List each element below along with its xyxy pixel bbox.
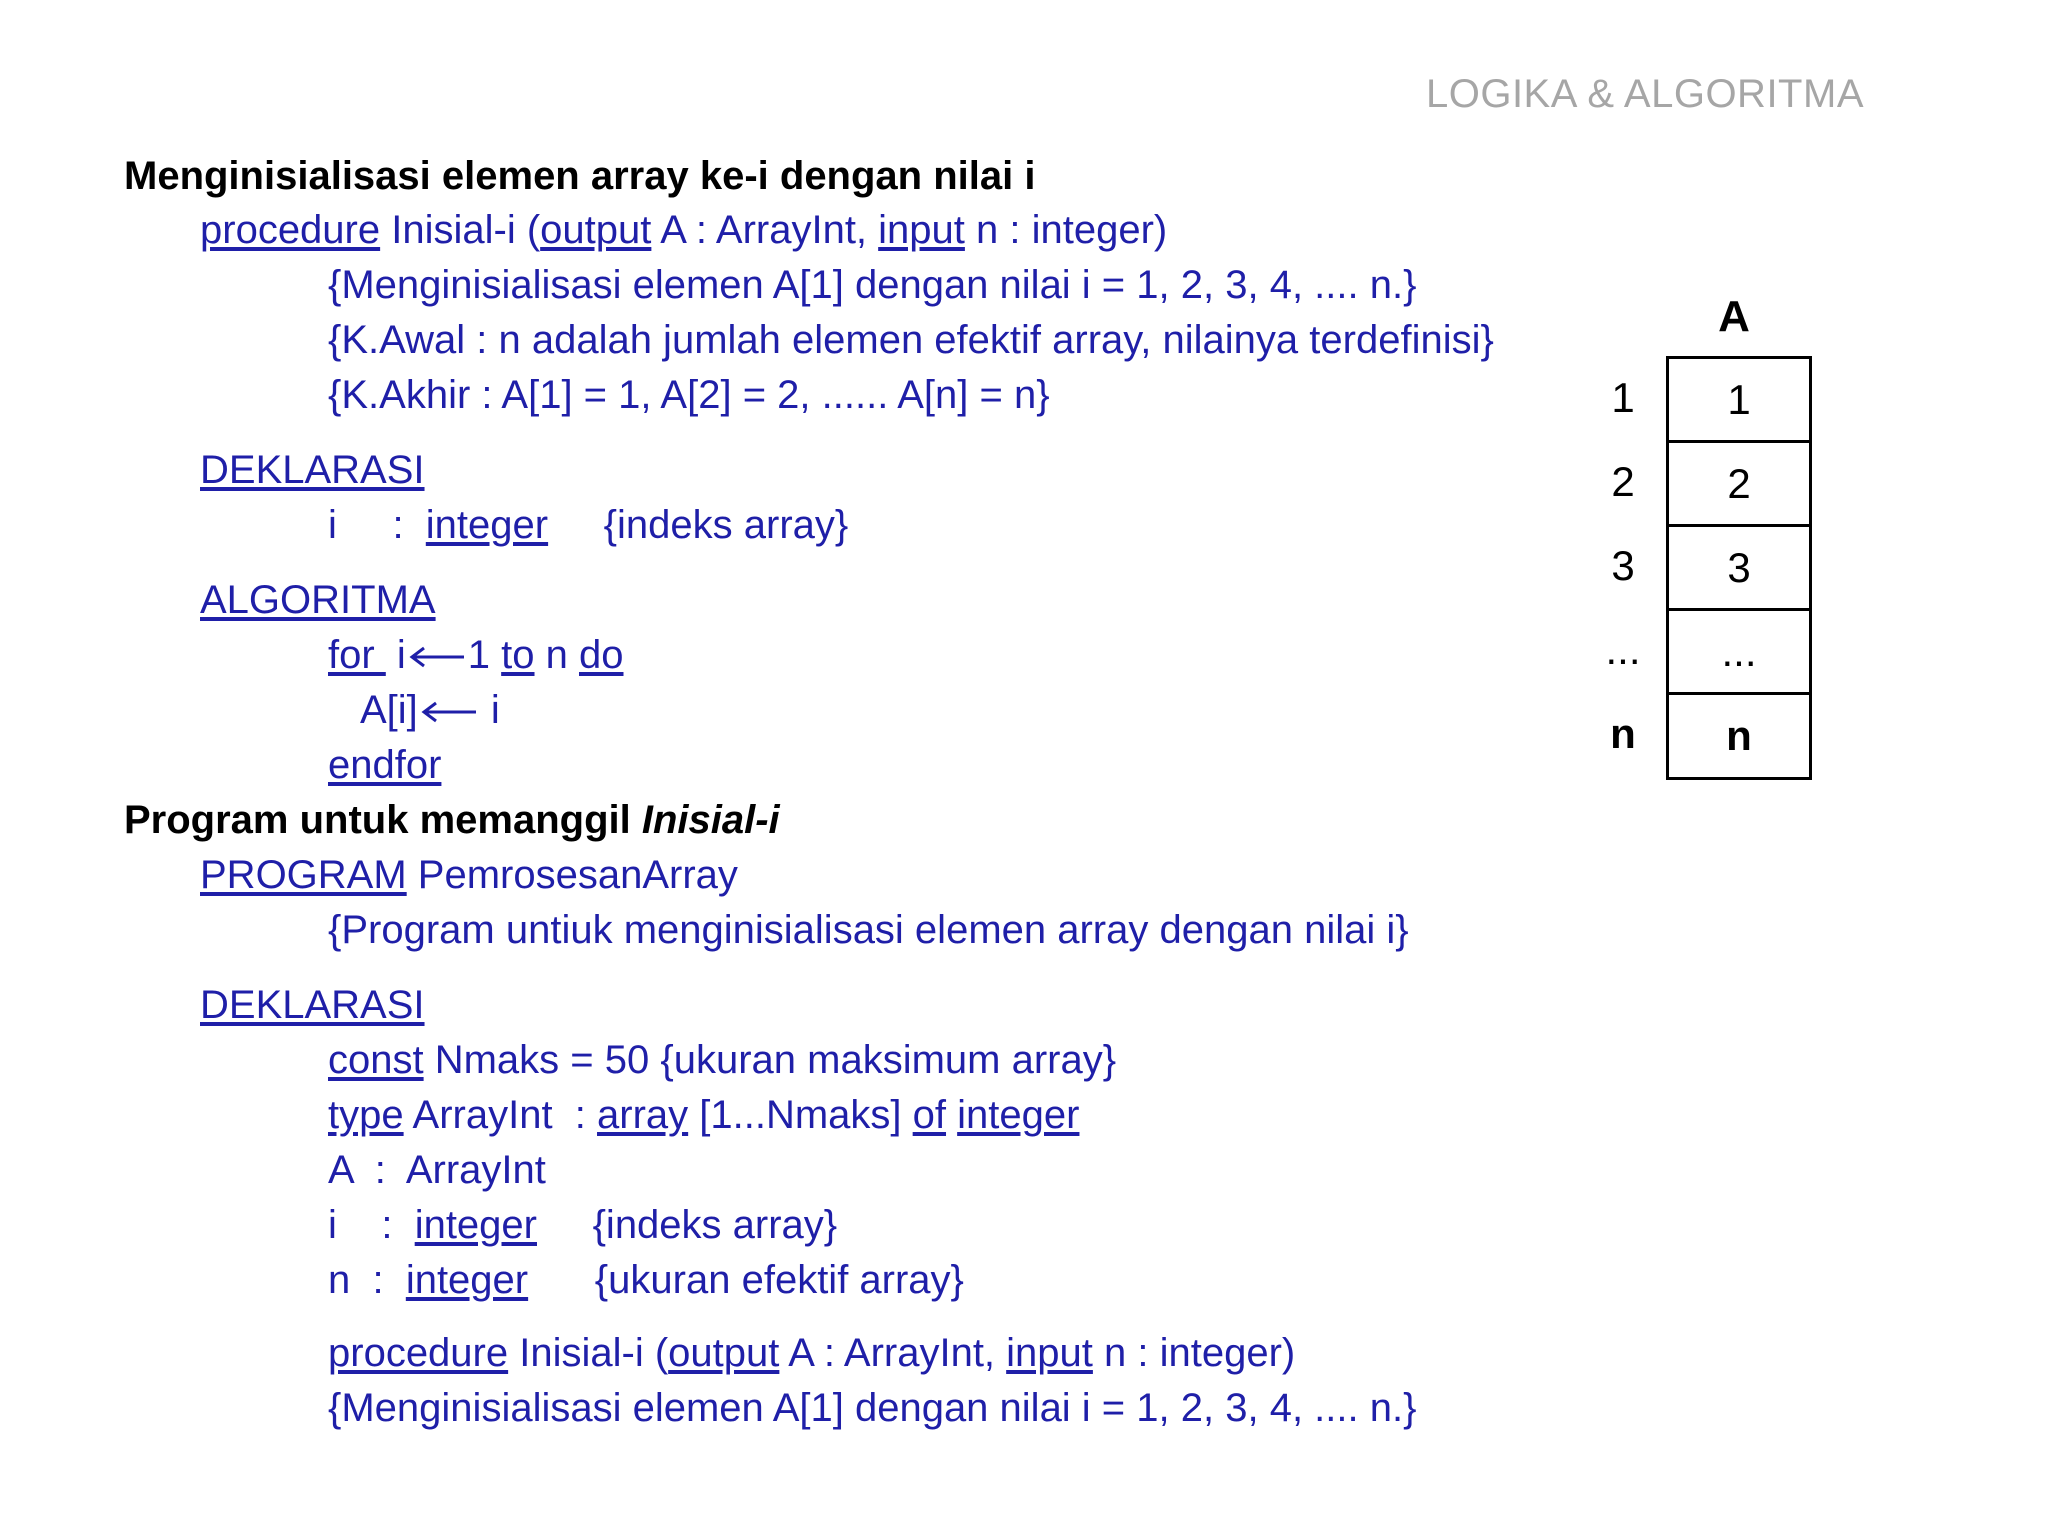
array-row xyxy=(1580,608,1810,692)
section1-heading: Menginisialisasi elemen array ke-i dengan nilai i xyxy=(124,154,1036,198)
final-condition-comment: {K.Akhir : A[1] = 1, A[2] = 2, ...... A[n] = n} xyxy=(328,373,1050,417)
array-cell: 1 xyxy=(1666,356,1812,441)
declaration-i xyxy=(328,501,848,549)
initial-condition-comment: {K.Awal : n adalah jumlah elemen efektif array, nilainya terdefinisi} xyxy=(328,318,1494,362)
algorithm-keyword xyxy=(200,576,436,624)
program-procedure-signature xyxy=(328,1329,1295,1377)
i-decl-type: integer xyxy=(414,1203,537,1247)
array-index: 1 xyxy=(1611,374,1635,421)
program-procedure-param-n: n : integer) xyxy=(1092,1331,1296,1375)
program-procedure-name: Inisial-i ( xyxy=(508,1331,669,1375)
program-output-keyword: output xyxy=(668,1331,780,1375)
assign-arrow-icon xyxy=(420,700,478,724)
decl-i-comment: {indeks array} xyxy=(548,503,849,547)
array-cell: 2 xyxy=(1666,440,1812,525)
assign-arrow-icon xyxy=(408,645,466,669)
type-declaration xyxy=(328,1091,1079,1139)
array-cell: ... xyxy=(1666,608,1812,693)
array-index: 3 xyxy=(1611,542,1635,589)
procedure-param-a: A : ArrayInt, xyxy=(651,208,879,252)
assign-value: i xyxy=(479,688,500,732)
i-decl-comment: {indeks array} xyxy=(537,1203,838,1247)
array-row xyxy=(1580,692,1810,776)
section2-heading xyxy=(124,796,780,844)
type-element-type: integer xyxy=(957,1093,1080,1137)
array-cell: 3 xyxy=(1666,524,1812,609)
assign-target: A[i] xyxy=(360,688,418,732)
array-row xyxy=(1580,524,1810,608)
program-line xyxy=(200,851,738,899)
section2-heading-italic: Inisial-i xyxy=(641,798,780,842)
procedure-comment: {Menginisialisasi elemen A[1] dengan nilai i = 1, 2, 3, 4, .... n.} xyxy=(328,263,1417,307)
array-index: 2 xyxy=(1611,458,1635,505)
const-keyword: const xyxy=(328,1038,424,1082)
of-keyword: of xyxy=(912,1093,947,1137)
i-decl-name: i : xyxy=(328,1203,415,1247)
program-procedure-param-a: A : ArrayInt, xyxy=(779,1331,1007,1375)
array-cell: n xyxy=(1666,692,1812,780)
for-start-value: 1 xyxy=(467,633,502,677)
a-declaration: A : ArrayInt xyxy=(328,1148,546,1192)
type-keyword: type xyxy=(328,1093,404,1137)
slide-header: LOGIKA & ALGORITMA xyxy=(1425,72,1864,116)
array-index: ... xyxy=(1605,626,1641,673)
program-procedure-keyword: procedure xyxy=(328,1331,509,1375)
n-decl-type: integer xyxy=(405,1258,529,1302)
program-comment: {Program untiuk menginisialisasi elemen array dengan nilai i} xyxy=(328,908,1409,952)
procedure-name: Inisial-i ( xyxy=(380,208,541,252)
for-keyword: for xyxy=(328,633,386,677)
i-declaration xyxy=(328,1201,837,1249)
array-index: n xyxy=(1610,710,1636,757)
const-body: Nmaks = 50 {ukuran maksimum array} xyxy=(423,1038,1117,1082)
algorithm-label: ALGORITMA xyxy=(200,578,436,622)
program-keyword: PROGRAM xyxy=(200,853,407,897)
type-name: ArrayInt : xyxy=(403,1093,598,1137)
do-keyword: do xyxy=(579,633,624,677)
type-range: [1...Nmaks] xyxy=(688,1093,913,1137)
declaration-label: DEKLARASI xyxy=(200,448,425,492)
program-procedure-comment: {Menginisialisasi elemen A[1] dengan nilai i = 1, 2, 3, 4, .... n.} xyxy=(328,1386,1417,1430)
procedure-keyword: procedure xyxy=(200,208,381,252)
endfor-keyword: endfor xyxy=(328,743,442,787)
input-keyword: input xyxy=(878,208,965,252)
array-row xyxy=(1580,440,1810,524)
n-declaration xyxy=(328,1256,964,1304)
decl-i-name: i : xyxy=(328,503,426,547)
output-keyword: output xyxy=(540,208,652,252)
array-keyword: array xyxy=(597,1093,689,1137)
program-name: PemrosesanArray xyxy=(406,853,738,897)
for-loop-line xyxy=(328,631,624,679)
program-declaration-label: DEKLARASI xyxy=(200,983,425,1027)
n-decl-name: n : xyxy=(328,1258,406,1302)
to-keyword: to xyxy=(501,633,535,677)
endfor-line xyxy=(328,741,441,789)
array-row xyxy=(1580,356,1810,440)
n-decl-comment: {ukuran efektif array} xyxy=(528,1258,964,1302)
assignment-line xyxy=(360,686,500,734)
array-title: A xyxy=(1718,292,1750,341)
declaration-keyword xyxy=(200,446,425,494)
for-end-value: n xyxy=(534,633,579,677)
for-variable: i xyxy=(385,633,406,677)
section2-heading-text: Program untuk memanggil xyxy=(124,798,642,842)
const-declaration xyxy=(328,1036,1116,1084)
procedure-signature xyxy=(200,206,1167,254)
decl-i-type: integer xyxy=(425,503,549,547)
procedure-param-n: n : integer) xyxy=(964,208,1168,252)
program-input-keyword: input xyxy=(1006,1331,1093,1375)
program-declaration-keyword xyxy=(200,981,425,1029)
